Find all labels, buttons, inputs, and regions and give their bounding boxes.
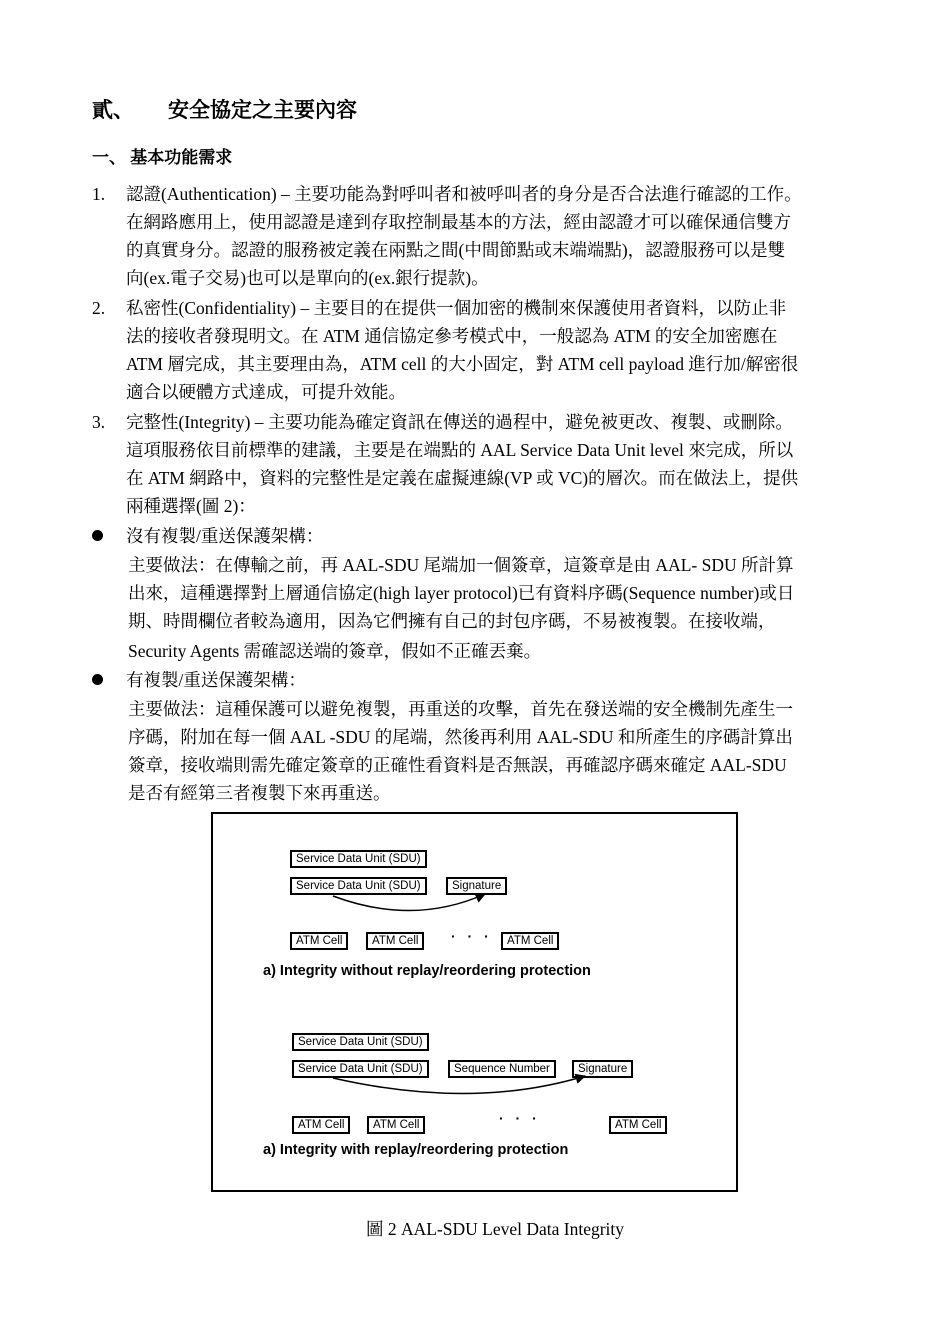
- item-3-line: 這項服務依目前標準的建議，主要是在端點的 AAL Service Data Unit level 來完成，所以: [126, 440, 794, 460]
- signature-box: Signature: [446, 877, 507, 895]
- item-1-marker: 1.: [92, 184, 106, 204]
- section-title: 安全協定之主要內容: [168, 98, 357, 122]
- bullet-1-line: 出來，這種選擇對上層通信協定(high layer protocol)已有資料序碼(Sequence number)或日: [128, 583, 795, 603]
- bullet-2-line: 序碼，附加在每一個 AAL -SDU 的尾端，然後再利用 AAL-SDU 和所產生的序碼計算出: [128, 727, 793, 747]
- sequence-number-box: Sequence Number: [448, 1060, 556, 1078]
- section-number: 貳、: [92, 98, 134, 122]
- bullet-2-line: 是否有經第三者複製下來再重送。: [128, 783, 391, 803]
- item-1-line: 向(ex.電子交易)也可以是單向的(ex.銀行提款)。: [126, 268, 489, 288]
- figure-integrity-diagram: [211, 812, 738, 1192]
- item-2-marker: 2.: [92, 298, 106, 318]
- diagram-caption: a) Integrity without replay/reordering protection: [263, 963, 591, 979]
- atm-cell-box: ATM Cell: [501, 932, 559, 950]
- bullet-icon: [92, 674, 103, 685]
- bullet-1-line: 期、時間欄位者較為適用，因為它們擁有自己的封包序碼，不易被複製。在接收端，: [128, 611, 776, 631]
- section-heading: [92, 94, 357, 124]
- diagram-caption: a) Integrity with replay/reordering protection: [263, 1142, 569, 1158]
- item-1-line: 在網路應用上，使用認證是達到存取控制最基本的方法，經由認證才可以確保通信雙方: [126, 212, 791, 232]
- arrow-connectors: [213, 814, 740, 1194]
- item-2-line: 法的接收者發現明文。在 ATM 通信協定參考模式中，一般認為 ATM 的安全加密應在: [126, 326, 778, 346]
- item-3-marker: 3.: [92, 412, 106, 432]
- bullet-1-line: Security Agents 需確認送端的簽章，假如不正確丟棄。: [128, 641, 542, 661]
- bullet-2-title: 有複製/重送保護架構：: [126, 670, 306, 690]
- sdu-box: Service Data Unit (SDU): [292, 1033, 429, 1051]
- item-1-line: 的真實身分。認證的服務被定義在兩點之間(中間節點或末端端點)，認證服務可以是雙: [126, 240, 786, 260]
- item-2-line: 適合以硬體方式達成，可提升效能。: [126, 382, 406, 402]
- item-3-line: 兩種選擇(圖 2)：: [126, 496, 256, 516]
- ellipsis: · · ·: [499, 1110, 541, 1126]
- signature-box: Signature: [572, 1060, 633, 1078]
- bullet-icon: [92, 530, 103, 541]
- subsection-heading: 一、 基本功能需求: [92, 148, 233, 167]
- bullet-2-line: 主要做法：這種保護可以避免複製，再重送的攻擊，首先在發送端的安全機制先產生一: [128, 699, 793, 719]
- signature-arrow: [333, 1076, 585, 1094]
- bullet-2-line: 簽章，接收端則需先確定簽章的正確性看資料是否無誤，再確認序碼來確定 AAL-SDU: [128, 755, 787, 775]
- item-1-line: 認證(Authentication) – 主要功能為對呼叫者和被呼叫者的身分是否合法進行確認的工作。: [126, 184, 802, 204]
- ellipsis: · · ·: [451, 928, 493, 944]
- bullet-1-line: 主要做法：在傳輸之前，再 AAL-SDU 尾端加一個簽章，這簽章是由 AAL- SDU 所計算: [128, 555, 794, 575]
- sdu-box: Service Data Unit (SDU): [290, 850, 427, 868]
- sdu-box: Service Data Unit (SDU): [292, 1060, 429, 1078]
- figure-caption: 圖 2 AAL-SDU Level Data Integrity: [365, 1219, 625, 1239]
- item-3-line: 完整性(Integrity) – 主要功能為確定資訊在傳送的過程中，避免被更改、複製、或刪除。: [126, 412, 793, 432]
- item-3-line: 在 ATM 網路中，資料的完整性是定義在虛擬連線(VP 或 VC)的層次。而在做法上，提供: [126, 468, 799, 488]
- signature-arrow: [333, 894, 485, 911]
- atm-cell-box: ATM Cell: [366, 932, 424, 950]
- atm-cell-box: ATM Cell: [290, 932, 348, 950]
- atm-cell-box: ATM Cell: [367, 1116, 425, 1134]
- item-2-line: 私密性(Confidentiality) – 主要目的在提供一個加密的機制來保護使用者資料，以防止非: [126, 298, 787, 318]
- atm-cell-box: ATM Cell: [292, 1116, 350, 1134]
- atm-cell-box: ATM Cell: [609, 1116, 667, 1134]
- item-2-line: ATM 層完成，其主要理由為，ATM cell 的大小固定，對 ATM cell payload 進行加/解密很: [126, 354, 799, 374]
- bullet-1-title: 沒有複製/重送保護架構：: [126, 526, 324, 546]
- sdu-box: Service Data Unit (SDU): [290, 877, 427, 895]
